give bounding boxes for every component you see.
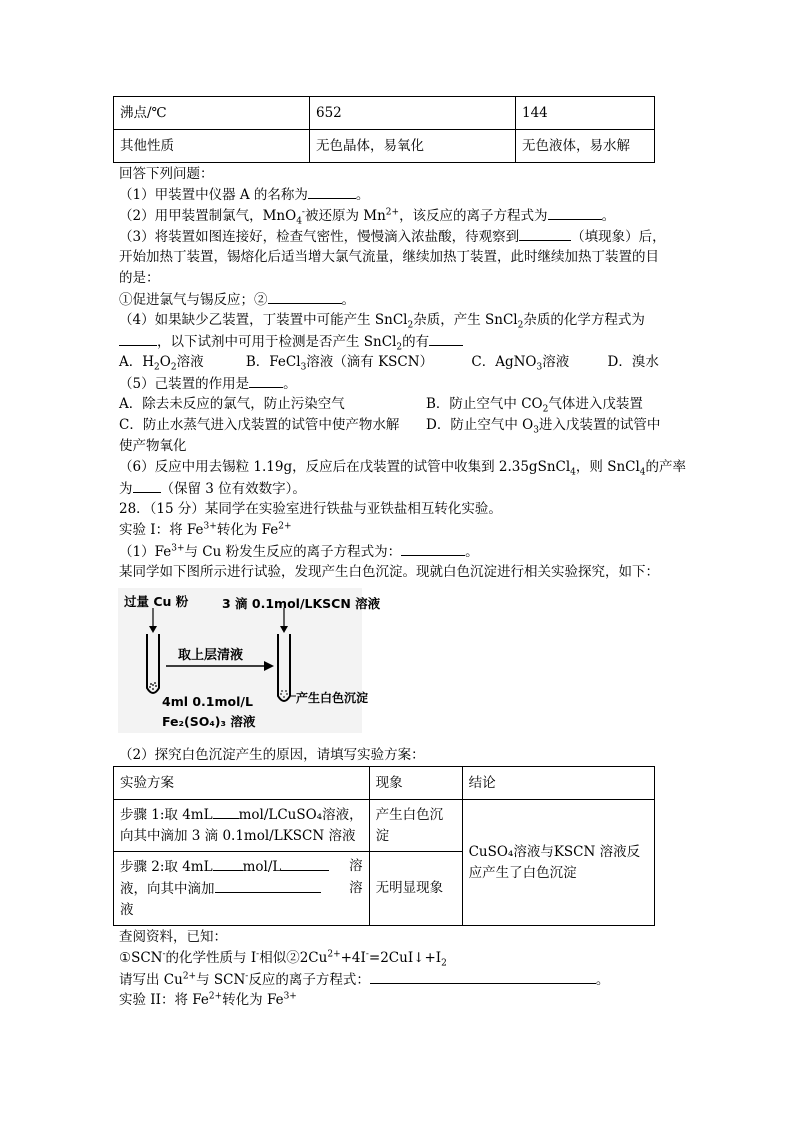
question-5-option-d: D．防止空气中 $O_3$进入戊装置的试管中 (426, 417, 661, 436)
table-header: 现象 (369, 767, 462, 800)
cu-powder-label: 过量 Cu 粉 (124, 594, 189, 609)
solution-label-2: Fe₂(SO₄)₃ 溶液 (162, 714, 256, 729)
experiment-1-title: 实验 I：将 $Fe^{3+}$转化为 $Fe^{2+}$ (119, 521, 292, 538)
question-4-line2: ，以下试剂中可用于检测是否产生 SnCl$_2$的有 (119, 331, 463, 352)
property-table (113, 96, 655, 163)
solution-label-1: 4ml 0.1mol/L (162, 694, 253, 709)
experiment-table (113, 766, 655, 926)
property-value: 652 (310, 97, 516, 130)
cu-powder (149, 682, 157, 690)
reference-intro: 查阅资料，已知： (119, 929, 227, 945)
conclusion-text: CuSO₄溶液与KSCN 溶液反应产生了白色沉淀 (468, 843, 641, 881)
question-5-option-d-line2: 使产物氧化 (119, 438, 187, 454)
step-1-line2: 向其中滴加 3 滴 0.1mol/LKSCN 溶液 (120, 828, 356, 844)
experiment-figure (118, 588, 381, 733)
test-tube-right (278, 634, 290, 701)
table-header: 实验方案 (114, 767, 370, 800)
question-5-option-b: B．防止空气中 $CO_2$气体进入戊装置 (426, 396, 643, 415)
step-2-line3: 液 (120, 902, 134, 918)
question-2: （2）用甲装置制氯气，MnO$_4$-被还原为 $Mn^{2+}$，该反应的离子方程式为 。 (119, 205, 615, 226)
transfer-arrow-head (264, 661, 274, 671)
property-value: 144 (516, 97, 655, 130)
property-value: 无色晶体，易氧化 (310, 130, 516, 163)
question-5-options-ab: A．除去未反应的氯气，防止污染空气 (119, 396, 345, 412)
result-label: 产生白色沉淀 (296, 691, 369, 705)
kscn-arrow-head (280, 626, 288, 633)
step-2-cell: 步骤 2:取 4mL mol/L 溶 液，向其中滴加 溶 液 (114, 852, 370, 926)
conclusion-cell (462, 800, 654, 926)
question-1: （1）甲装置中仪器 A 的名称为 。 (119, 184, 369, 205)
question-6-line2: 为 （保留 3 位有效数字）。 (119, 478, 306, 499)
question-3-line2: 开始加热丁装置，锡熔化后适当增大氯气流量，继续加热丁装置，此时继续加热丁装置的目 (119, 249, 659, 265)
experiment-2-title: 实验 II：将 $Fe^{2+}$转化为 $Fe^{3+}$ (119, 991, 297, 1008)
question-3-line3: 的是： (119, 270, 160, 286)
question-4-options: A．$H_2O_2$溶液 B．FeCl$_3$溶液（滴有 KSCN） C．AgNO$_3$溶液 D．溴水 (119, 354, 659, 373)
question-5: （5）己装置的作用是 。 (119, 373, 297, 394)
question-3: （3）将装置如图连接好，检查气密性，慢慢滴入浓盐酸，待观察到 （填现象）后， (119, 226, 666, 247)
question-4: （4）如果缺少乙装置，丁装置中可能产生 SnCl$_2$杂质，产生 SnCl$_2$杂质的化学方程式为 (119, 312, 645, 331)
white-precipitate (280, 690, 288, 698)
property-value: 无色液体，易水解 (516, 130, 655, 163)
question-5-option-c: C．防止水蒸气进入戊装置的试管中使产物水解 (119, 417, 400, 433)
cu-arrow-head (149, 626, 157, 633)
question-3-line4: ①促进氯气与锡反应；② 。 (119, 289, 355, 310)
intro-text: 回答下列问题： (119, 166, 214, 182)
part-2: （2）探究白色沉淀产生的原因，请填写实验方案： (119, 747, 425, 763)
ask-equation: 请写出 $Cu^{2+}$与 SCN-反应的离子方程式： 。 (119, 969, 609, 990)
step-1-phenomenon: 产生白色沉淀 (369, 800, 462, 852)
step-2-phenomenon: 无明显现象 (369, 852, 462, 926)
kscn-label: 3 滴 0.1mol/LKSCN 溶液 (222, 596, 381, 611)
paragraph: 某同学如下图所示进行试验，发现产生白色沉淀。现就白色沉淀进行相关实验探究，如下： (119, 564, 659, 580)
transfer-label: 取上层清液 (178, 648, 244, 663)
reference-1: ①SCN-的化学性质与 I-相似$②2Cu^{2+}+4I^-=2CuI↓+I_2$ (119, 949, 447, 969)
question-6: （6）反应中用去锡粒 1.19g，反应后在戊装置的试管中收集到 2.35gSnCl$_4$，则 SnCl$_4$的产率 (119, 459, 687, 478)
property-label: 其他性质 (114, 130, 310, 163)
property-label: 沸点/℃ (114, 97, 310, 130)
step-1-cell: 步骤 1:取 4mL mol/LCuSO₄溶液， 向其中滴加 3 滴 0.1mol/LKSCN 溶液 (114, 800, 370, 852)
question-28: 28．（15 分）某同学在实验室进行铁盐与亚铁盐相互转化实验。 (119, 501, 502, 517)
part-1: $(1)Fe^{3+}$与 Cu 粉发生反应的离子方程式为： 。 (119, 541, 479, 562)
table-header: 结论 (462, 767, 654, 800)
